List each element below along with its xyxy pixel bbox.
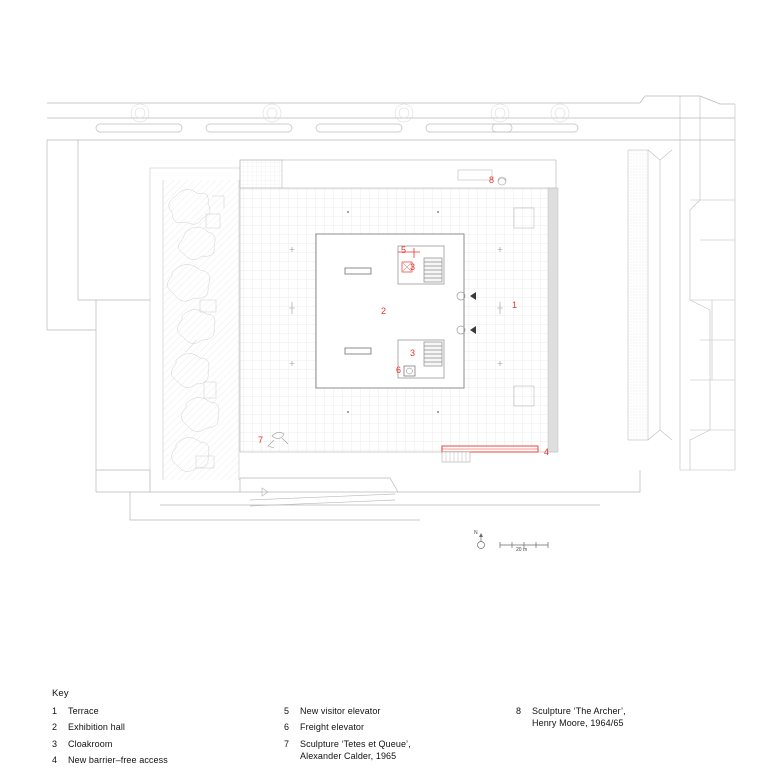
key-label: Terrace	[68, 706, 99, 716]
key-column-3	[516, 706, 746, 734]
plan-marker-4: 4	[544, 447, 550, 457]
key-entry	[284, 722, 516, 734]
key-legend	[52, 688, 752, 772]
key-number: 3	[52, 738, 58, 749]
key-number: 5	[284, 706, 290, 716]
key-number: 2	[52, 722, 58, 733]
barrier-free-access-ramp	[442, 446, 538, 462]
key-entry	[516, 706, 746, 730]
key-column-1	[52, 706, 284, 772]
key-label: Cloakroom	[68, 738, 113, 749]
plan-marker-2: 2	[381, 306, 387, 316]
key-column-2	[284, 706, 516, 767]
plan-marker-6: 6	[396, 365, 402, 375]
plan-marker-5: 5	[401, 245, 407, 255]
key-entry	[52, 755, 284, 767]
key-label-line2: Alexander Calder, 1965	[300, 750, 397, 761]
key-number: 7	[284, 738, 290, 749]
scale-bar-label: 20 m	[516, 547, 528, 553]
plan-marker-1: 1	[512, 300, 518, 310]
key-label-line1: Sculpture ‘The Archer’,	[532, 706, 626, 716]
context-right-buildings	[628, 96, 735, 470]
key-label-line1: Sculpture ‘Tetes et Queue’,	[300, 738, 411, 749]
context-left-park	[150, 168, 240, 492]
core-south	[398, 340, 444, 378]
key-entry	[284, 706, 516, 718]
plan-marker-7: 7	[258, 435, 264, 445]
plan-marker-3-north: 3	[410, 262, 416, 272]
key-label-line2: Henry Moore, 1964/65	[532, 717, 624, 728]
key-entry	[52, 706, 284, 718]
key-entry	[52, 739, 284, 751]
key-number: 1	[52, 706, 58, 716]
scale-bar	[478, 533, 549, 549]
key-number: 4	[52, 755, 58, 766]
key-label: New barrier–free access	[68, 755, 168, 766]
key-label	[300, 739, 411, 763]
key-label: Exhibition hall	[68, 722, 126, 733]
key-heading: Key	[52, 688, 69, 699]
key-number: 6	[284, 722, 290, 733]
key-label: New visitor elevator	[300, 706, 381, 716]
north-label: N	[474, 530, 478, 536]
key-number: 8	[516, 706, 522, 716]
key-entry	[52, 722, 284, 734]
key-label: Freight elevator	[300, 722, 365, 733]
key-label	[532, 706, 626, 730]
plan-marker-3-south: 3	[410, 348, 416, 358]
plan-marker-8: 8	[489, 175, 495, 185]
key-entry	[284, 739, 516, 763]
